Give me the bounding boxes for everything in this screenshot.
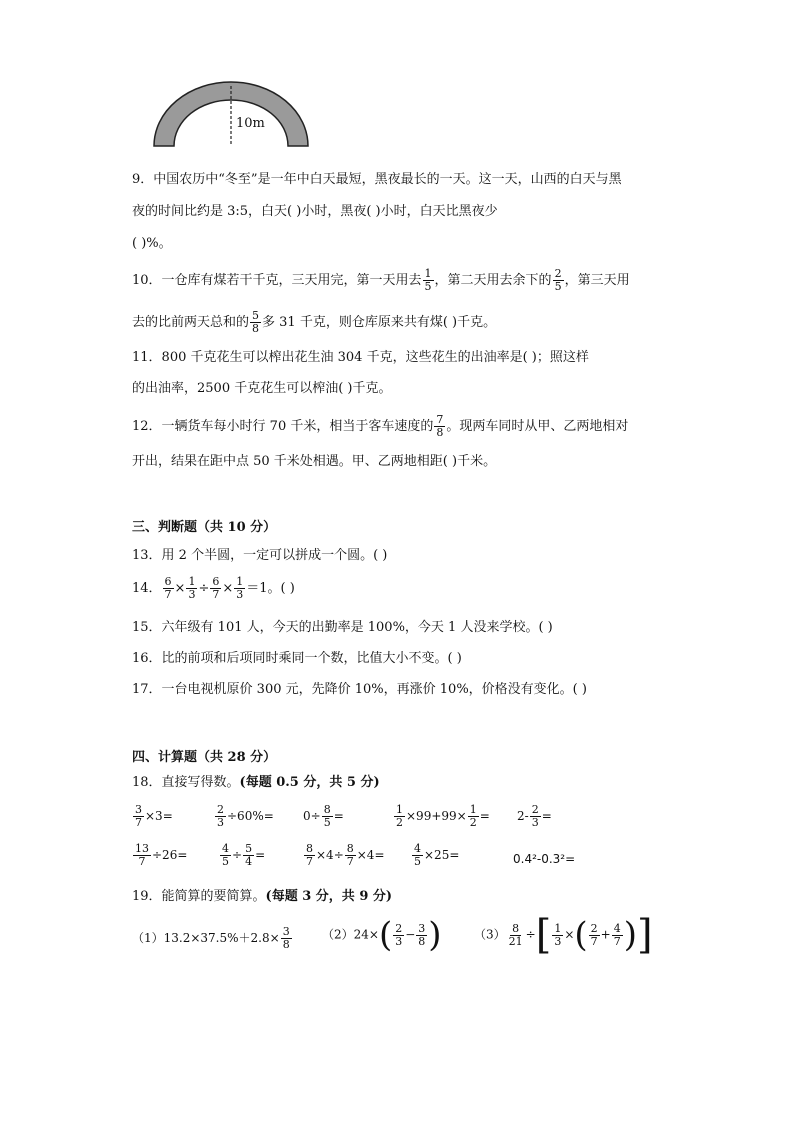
q13: 13．用 2 个半圆，一定可以拼成一个圆。( ) [132,548,388,563]
q12-line-1 [132,414,628,439]
q10-line-2 [132,310,496,335]
q14-frac-c: $\frac{6}{7}$ [212,575,220,601]
q10-line-1 [132,268,630,293]
q10-fraction-1: $\frac{1}{5}$ [424,267,432,293]
q18-r1c4: $\frac{1}{2}$ ×99+99× $\frac{1}{2}$ = [396,803,490,829]
q15: 15．六年级有 101 人，今天的出勤率是 100%，今天 1 人没来学校。( ) [132,620,553,635]
q18-r1c2: $\frac{2}{3}$ ÷60%= [217,803,274,829]
q9-line-1: 9．中国农历中“冬至”是一年中白天最短，黑夜最长的一天。这一天，山西的白天与黑 [132,172,622,187]
q18-r2c2: $\frac{4}{5}$ ÷ $\frac{5}{4}$ = [222,842,266,868]
q18-r2c4: $\frac{4}{5}$ ×25= [414,842,460,868]
q10-fraction-2: $\frac{2}{5}$ [554,267,562,293]
q18-title: 18．直接写得数。(每题 0.5 分，共 5 分) [132,775,380,790]
q19-part-2: （2）24×( $\frac{2}{3}$ − $\frac{3}{8}$ ) [322,915,442,955]
q12-line-2: 开出，结果在距中点 50 千米处相遇。甲、乙两地相距( )千米。 [132,454,497,469]
q14: 14． $\frac{6}{7}$ × $\frac{1}{3}$ ÷ $\frac{6}{7}$ × $\frac{1}{3}$ ＝1。( ) [132,575,295,601]
q19-part-1: （1）13.2×37.5%＋2.8× $\frac{3}{8}$ [132,925,290,951]
q10-text-l2a: 去的比前两天总和的 [132,315,250,330]
q14-frac-a: $\frac{6}{7}$ [164,575,172,601]
arch-figure [150,78,312,148]
section-3-title: 三、判断题（共 10 分） [132,520,277,535]
q10-text-l2b: 多 31 千克，则仓库原来共有煤( )千克。 [262,315,497,330]
q19-title: 19．能简算的要简算。(每题 3 分，共 9 分) [132,889,393,904]
q12-text-a: 12．一辆货车每小时行 70 千米，相当于客车速度的 [132,419,434,434]
q19-part-3: （3） $\frac{8}{21}$ ÷[ $\frac{1}{3}$ ×( $\frac{2}{7}$ + $\frac{4}{7}$ )] [474,912,653,958]
q16: 16．比的前项和后项同时乘同一个数，比值大小不变。( ) [132,651,462,666]
q10-text-b: ，第二天用去余下的 [434,273,552,288]
q11-line-1: 11．800 千克花生可以榨出花生油 304 千克，这些花生的出油率是( )；照这样 [132,350,589,365]
q14-frac-b: $\frac{1}{3}$ [188,575,196,601]
height-label: 10m [236,116,265,131]
q14-frac-d: $\frac{1}{3}$ [236,575,244,601]
section-4-title: 四、计算题（共 28 分） [132,750,277,765]
q18-r1c3: 0÷ $\frac{8}{5}$ = [303,803,344,829]
q18-r2c5: 0.4²-0.3²= [513,852,576,866]
q10-text-a: 10．一仓库有煤若干千克，三天用完，第一天用去 [132,273,422,288]
q18-r2c3: $\frac{8}{7}$ ×4÷ $\frac{8}{7}$ ×4= [306,842,385,868]
q17: 17．一台电视机原价 300 元，先降价 10%，再涨价 10%，价格没有变化。( ) [132,682,587,697]
q18-r2c1: $\frac{13}{7}$ ÷26= [135,842,188,868]
q12-text-b: 。现两车同时从甲、乙两地相对 [446,419,629,434]
q10-fraction-3: $\frac{5}{8}$ [252,309,260,335]
q9-line-3: ( )%。 [132,236,172,251]
q18-r1c1: $\frac{3}{7}$ ×3= [135,803,173,829]
q11-line-2: 的出油率，2500 千克花生可以榨油( )千克。 [132,381,392,396]
q9-line-2: 夜的时间比约是 3:5，白天( )小时，黑夜( )小时，白天比黑夜少 [132,204,498,219]
q12-fraction: $\frac{7}{8}$ [436,413,444,439]
q10-text-c: ，第三天用 [564,273,630,288]
q18-r1c5: 2- $\frac{2}{3}$ = [517,803,552,829]
